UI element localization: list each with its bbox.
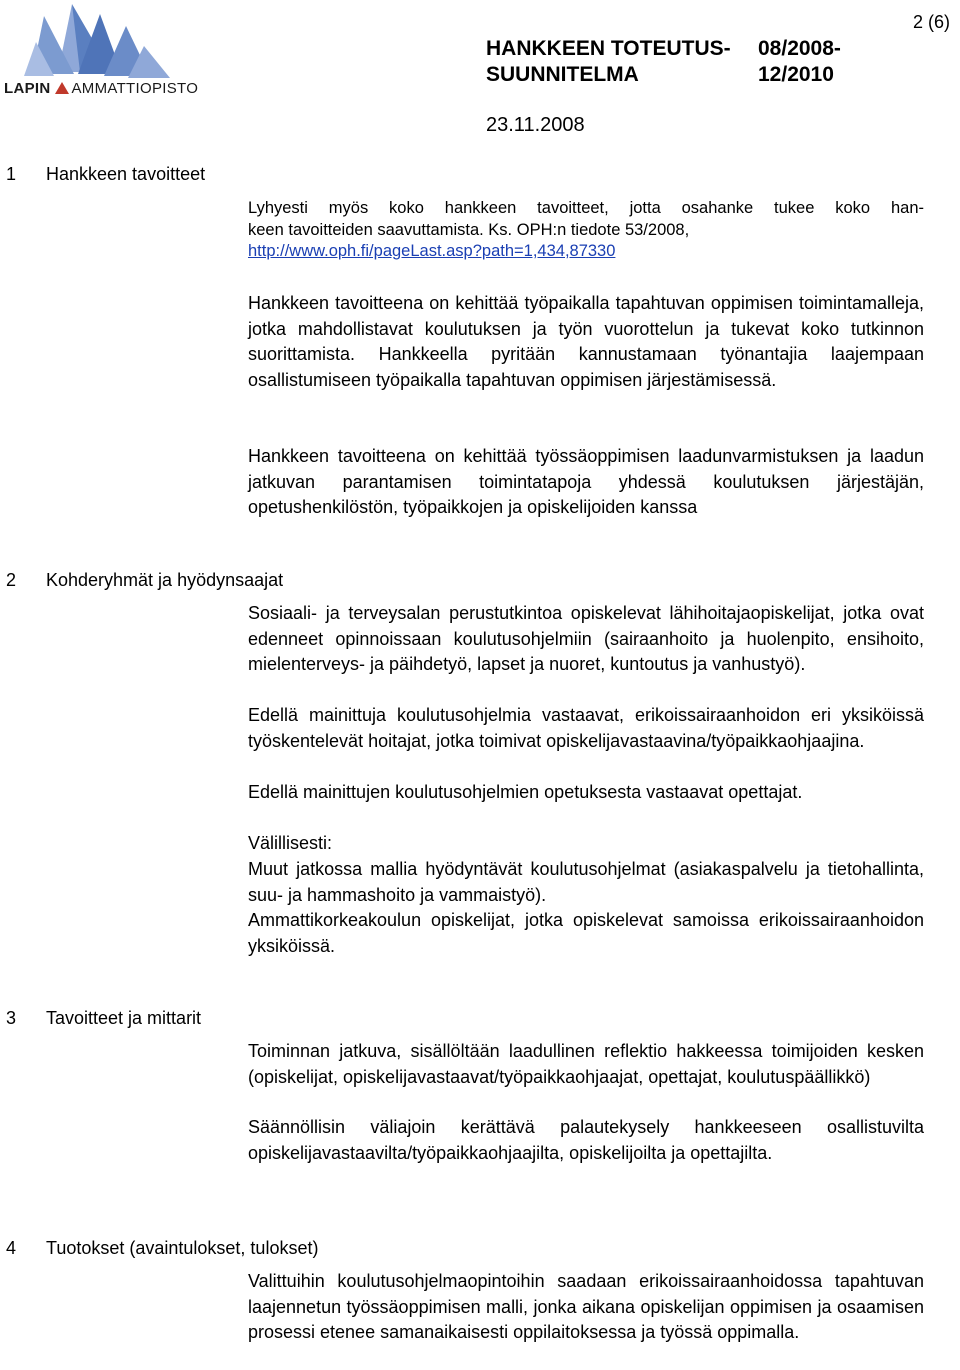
- section-number: 3: [6, 1008, 17, 1028]
- logo-triangle-icon: [55, 82, 69, 94]
- note-line: Lyhyesti myös koko hankkeen tavoitteet, jotta osahanke tukee koko han-: [248, 199, 924, 217]
- section-number: 4: [6, 1238, 17, 1258]
- doc-period-line2: 12/2010: [758, 63, 834, 86]
- section-2-paragraph-1: Sosiaali- ja terveysalan perustutkintoa opiskelevat lähihoitajaopiskelijat, jotka ovat edenneet opinnoissaan koulutusohjelmiin (sairaanhoito ja huolenpito, ensihoito, mielenterveys- ja päihdetyö, lapset ja nuoret, kuntoutus ja vanhustyö).: [248, 603, 924, 674]
- section-3-heading: [6, 1008, 201, 1029]
- section-1-paragraph-1: Hankkeen tavoitteena on kehittää työpaikalla tapahtuvan oppimisen toimintamalleja, jotka mahdollistavat koulutuksen ja työn vuorottelun ja tukevat koko tutkinnon suorittamista. Hankkeella pyritään kannustamaan työnantajia laajempaan osallistumiseen työpaikalla tapahtuvan oppimisen järjestämisessä.: [248, 293, 924, 390]
- doc-period-line1: 08/2008-: [758, 37, 841, 60]
- section-title: Tavoitteet ja mittarit: [46, 1008, 202, 1028]
- section-3-paragraph-1: Toiminnan jatkuva, sisällöltään laadullinen reflektio hakkeessa toimijoiden kesken (opiskelijat, opiskelijavastaavat/työpaikkaohjaajat, opettajat, koulutuspäällikkö): [248, 1041, 924, 1087]
- section-2-paragraph-5: Muut jatkossa mallia hyödyntävät koulutusohjelmat (asiakaspalvelu ja tietohallinta, suu- ja hammashoito ja vammaistyö).: [248, 859, 924, 905]
- section-2-paragraph-4: Välillisesti:: [248, 833, 333, 853]
- section-number: 2: [6, 570, 17, 590]
- page-number: 2 (6): [912, 12, 950, 32]
- section-4-heading: [6, 1238, 318, 1259]
- section-2-paragraph-2: Edellä mainittuja koulutusohjelmia vastaavat, erikoissairaanhoidon eri yksiköissä työskentelevät hoitajat, jotka toimivat opiskelijavastaavina/työpaikkaohjaajina.: [248, 705, 924, 751]
- section-1-note: [248, 198, 924, 263]
- section-1-heading: [6, 164, 205, 185]
- section-title: Kohderyhmät ja hyödynsaajat: [46, 570, 284, 590]
- section-2-paragraph-6: Ammattikorkeakoulun opiskelijat, jotka opiskelevat samoissa erikoissairaanhoidon yksiköissä.: [248, 910, 924, 956]
- lapin-ammattiopisto-logo: [4, 2, 199, 98]
- section-title: Hankkeen tavoitteet: [46, 164, 206, 184]
- doc-date: 23.11.2008: [486, 114, 585, 136]
- doc-title-line1: HANKKEEN TOTEUTUS-: [486, 37, 731, 60]
- section-title: Tuotokset (avaintulokset, tulokset): [46, 1238, 319, 1258]
- doc-title-line2: SUUNNITELMA: [486, 63, 639, 86]
- section-3-paragraph-2: Säännöllisin väliajoin kerättävä palautekysely hankkeeseen osallistuvilta opiskelijavastaavilta/työpaikkaohjaajilta, opiskelijoilta ja opettajilta.: [248, 1117, 924, 1163]
- logo-wordmark: [4, 80, 198, 97]
- section-number: 1: [6, 164, 17, 184]
- section-1-paragraph-2: Hankkeen tavoitteena on kehittää työssäoppimisen laadunvarmistuksen ja laadun jatkuvan parantamisen toimintatapoja yhdessä koulutuksen järjestäjän, opetushenkilöstön, työpaikkojen ja opiskelijoiden kanssa: [248, 446, 924, 517]
- section-2-heading: [6, 570, 283, 591]
- logo-text-ammattiopisto: AMMATTIOPISTO: [71, 80, 199, 97]
- oph-bulletin-link[interactable]: http://www.oph.fi/pageLast.asp?path=1,434,87330: [248, 242, 616, 260]
- logo-text-lapin: LAPIN: [4, 80, 51, 97]
- section-4-paragraph-1: Valittuihin koulutusohjelmaopintoihin saadaan erikoissairaanhoidossa tapahtuvan laajennetun työssäoppimisen malli, jonka aikana opiskelijan oppimisen ja osaamisen prosessi etenee samanaikaisesti oppilaitoksessa ja työssä oppimalla.: [248, 1271, 924, 1342]
- section-2-paragraph-3: Edellä mainittujen koulutusohjelmien opetuksesta vastaavat opettajat.: [248, 782, 803, 802]
- note-line: keen tavoitteiden saavuttamista. Ks. OPH:n tiedote 53/2008,: [248, 220, 690, 239]
- logo-emblem-icon: [24, 2, 174, 82]
